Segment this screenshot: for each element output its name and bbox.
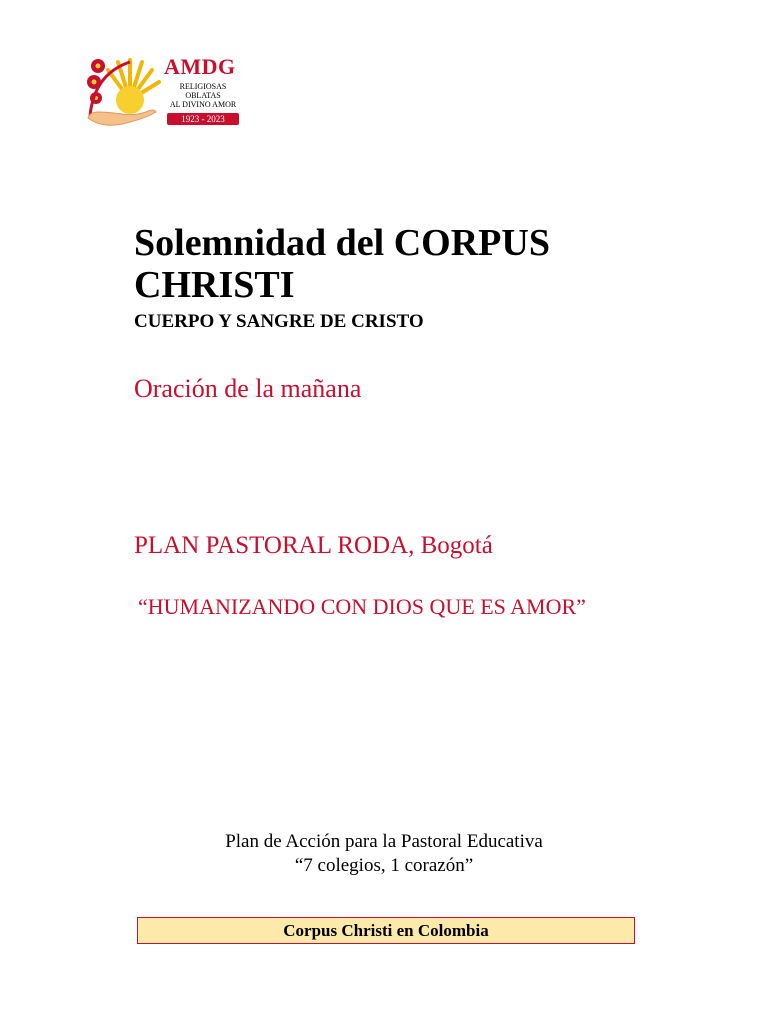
- pastoral-plan-heading: PLAN PASTORAL RODA, Bogotá: [134, 532, 493, 559]
- document-subtitle: CUERPO Y SANGRE DE CRISTO: [134, 311, 424, 332]
- logo-text-block: [164, 56, 254, 125]
- action-plan-block: [134, 830, 634, 878]
- sun-hands-emblem-icon: [84, 54, 162, 130]
- logo-title: AMDG: [164, 54, 236, 79]
- logo-subtitle-line2: AL DIVINO AMOR: [169, 100, 237, 109]
- action-plan-line1: Plan de Acción para la Pastoral Educativa: [225, 831, 543, 852]
- logo-subtitle-line1: RELIGIOSAS OBLATAS: [179, 82, 227, 100]
- action-plan-line2: “7 colegios, 1 corazón”: [294, 855, 474, 876]
- logo-years-badge: 1923 - 2023: [167, 113, 239, 125]
- prayer-heading: Oración de la mañana: [134, 374, 362, 403]
- organization-logo: [84, 54, 254, 130]
- document-title: Solemnidad del CORPUS CHRISTI: [134, 222, 550, 306]
- motto-quote: “HUMANIZANDO CON DIOS QUE ES AMOR”: [138, 594, 586, 619]
- corpus-christi-banner: Corpus Christi en Colombia: [137, 917, 635, 944]
